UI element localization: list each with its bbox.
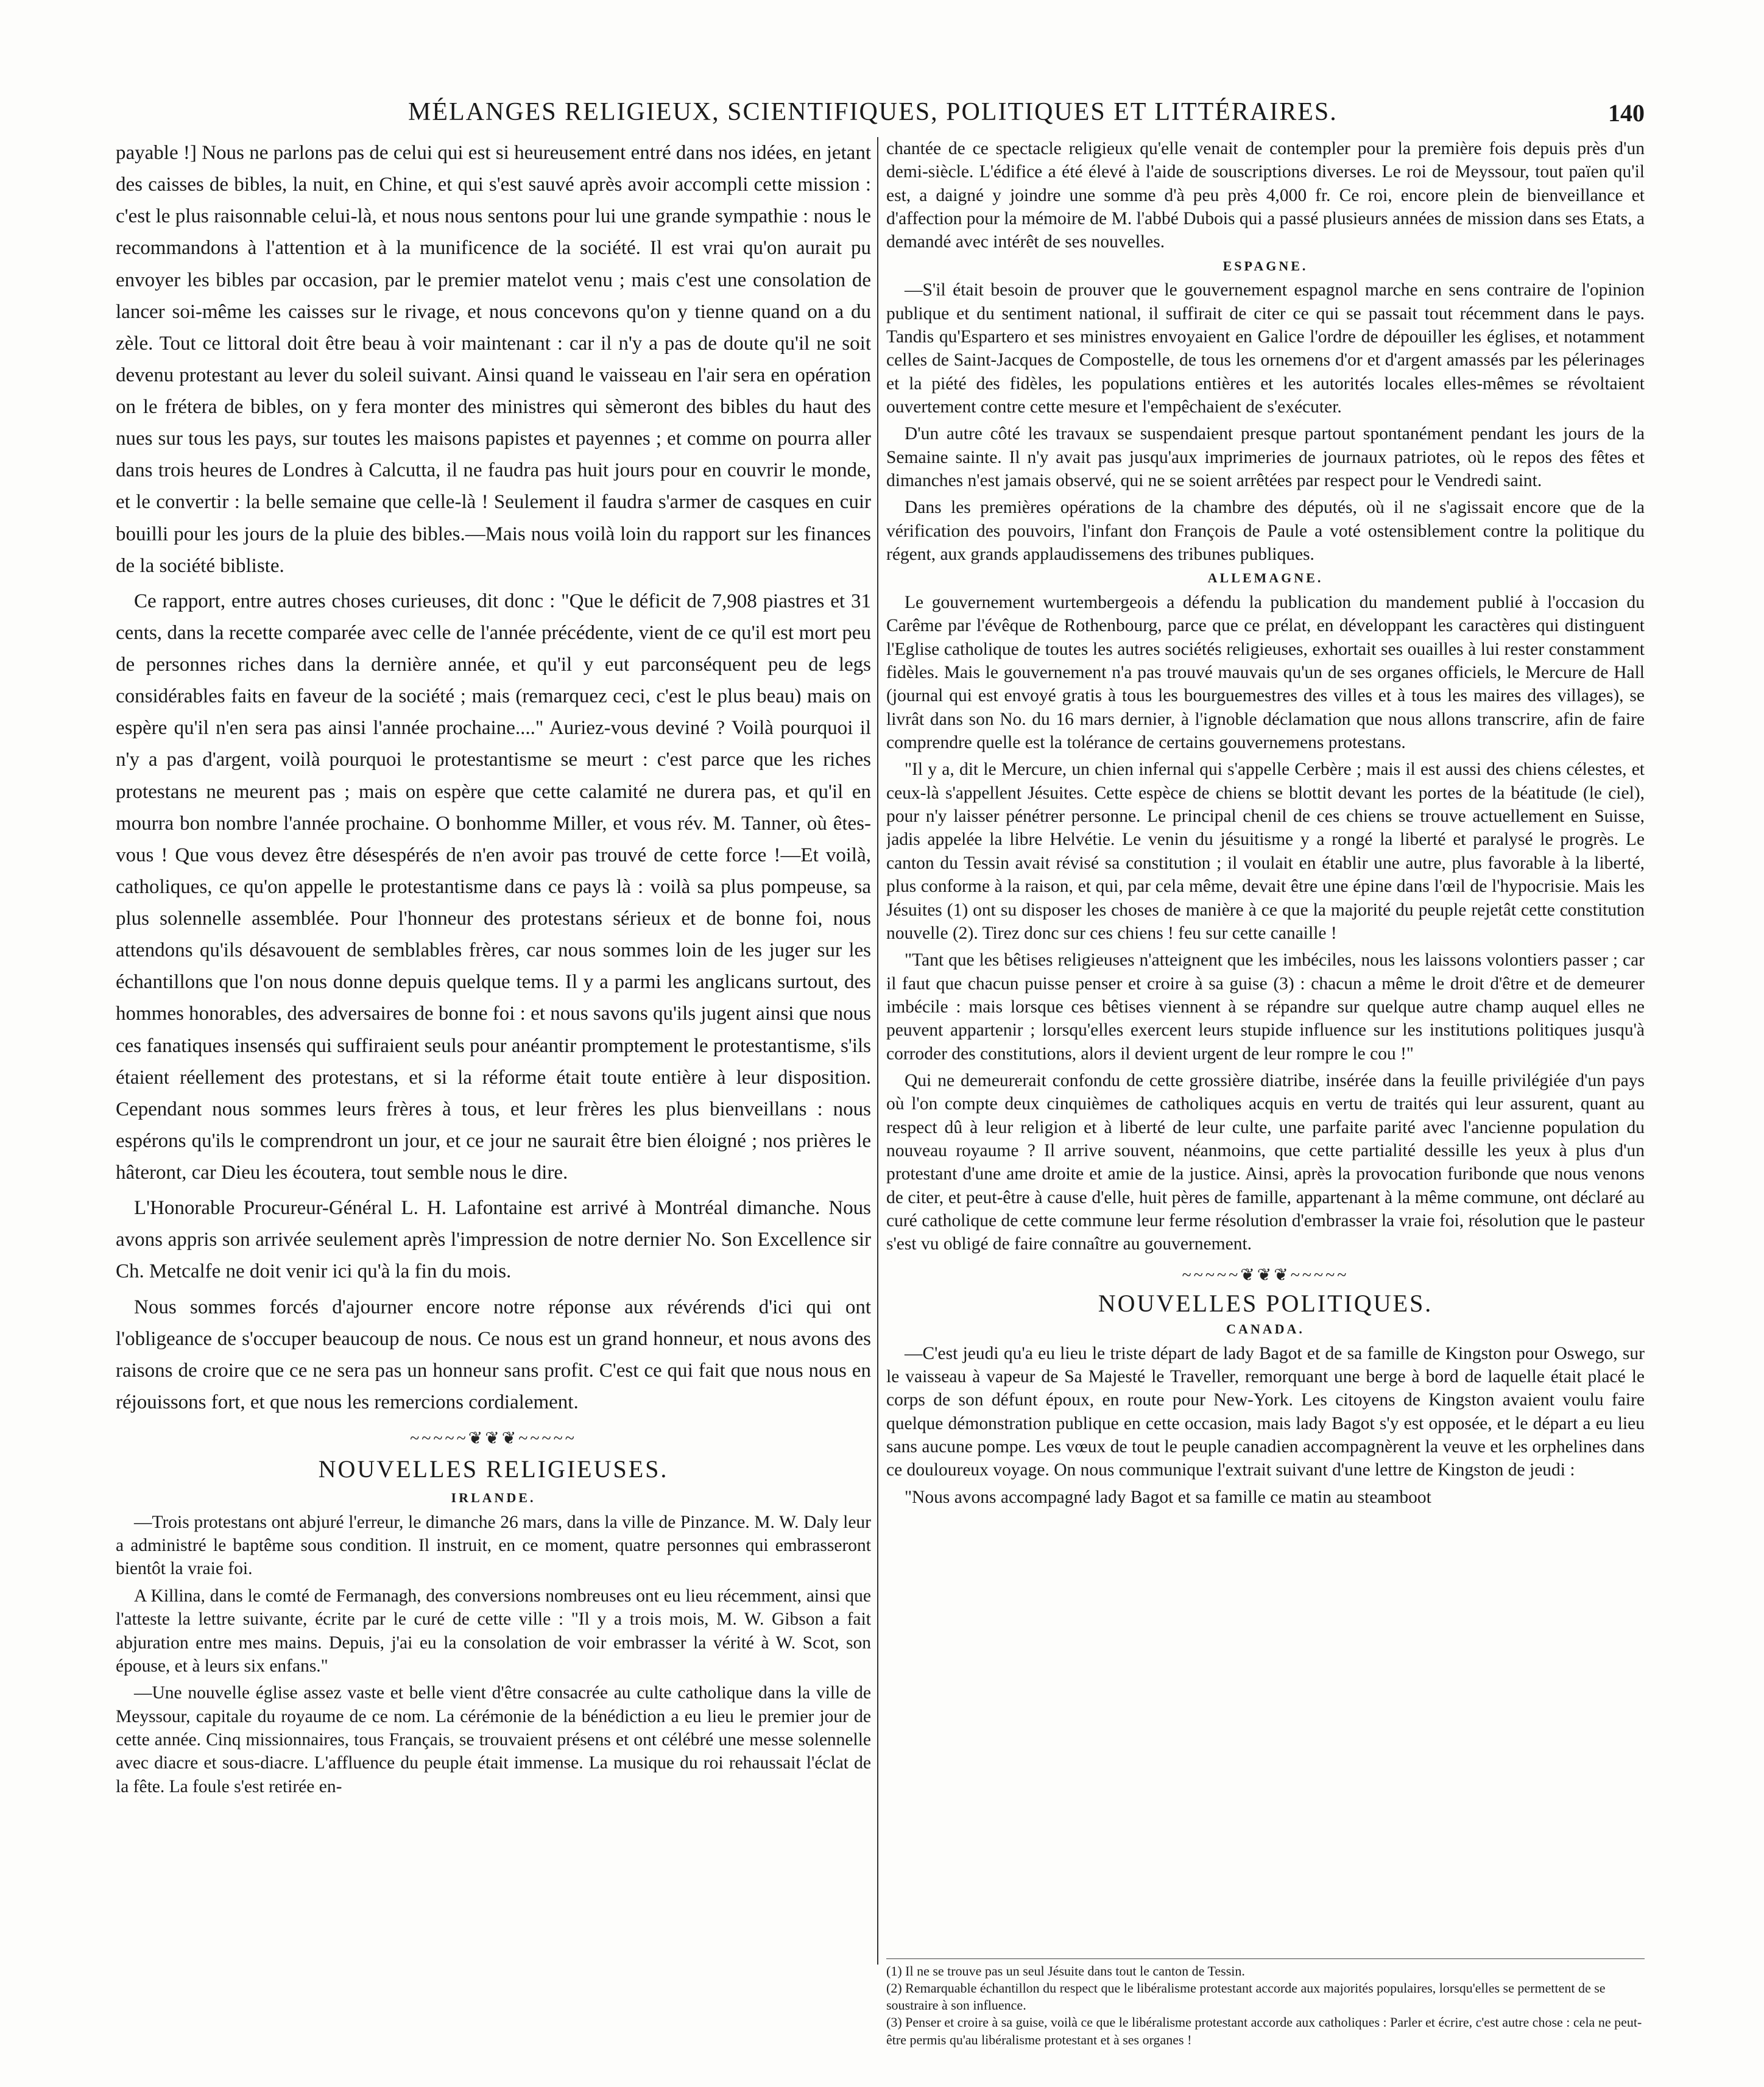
paragraph: —C'est jeudi qu'a eu lieu le triste départ de lady Bagot et de sa famille de Kingston pour Oswego, sur le vaisseau à vapeur de Sa Majesté le Traveller, remorquant une berge à bord de laquelle était placé le corps de son défunt époux, en route pour New-York. Les citoyens de Kingston avaient voulu faire quelque démonstration publique en cette occasion, mais lady Bagot s'y est opposée, et le départ a eu lieu sans aucune pompe. Les vœux de tout le peuple canadien accompagnèrent la veuve et les orphelines dans ce douloureux voyage. On nous communique l'extrait suivant d'une lettre de Kingston de jeudi : (886, 1343, 1645, 1480)
paragraph: chantée de ce spectacle religieux qu'elle venait de contempler pour la première fois depuis près d'un demi-siècle. L'édifice a été élevé à l'aide de souscriptions diverses. Le roi de Meyssour, tout païen qu'il est, a daigné y joindre une somme d'à peu près 4,000 fr. Ce roi, encore plein de bienveillance et d'affection pour la mémoire de M. l'abbé Dubois qui a passé plusieurs années de mission dans ses Etats, a demandé avec intérêt de ses nouvelles. (886, 139, 1645, 252)
paragraph: D'un autre côté les travaux se suspendaient presque partout spontanément pendant les jours de la Semaine sainte. Il n'y avait pas jusqu'aux imprimeries de journaux patriotes, où le repos des fêtes et dimanches n'est jamais observé, qui ne se soient arrêtées par respect pour le Vendredi saint. (886, 424, 1645, 491)
right-column (886, 137, 1645, 1958)
paragraph: L'Honorable Procureur-Général L. H. Lafontaine est arrivé à Montréal dimanche. Nous avons appris son arrivée seulement après l'impression de notre dernier No. Son Excellence sir Ch. Metcalfe ne doit venir ici qu'à la fin du mois. (116, 1197, 871, 1283)
paragraph: Nous sommes forcés d'ajourner encore notre réponse aux révérends d'ici qui ont l'obligeance de s'occuper beaucoup de nous. Ce nous est un grand honneur, et nous avons des raisons de croire que ce ne sera pas un honneur sans profit. C'est ce qui fait que nous nous en réjouissons fort, et que nous les remercions cordialement. (116, 1296, 871, 1413)
paragraph: "Il y a, dit le Mercure, un chien infernal qui s'appelle Cerbère ; mais il est aussi des chiens célestes, et ceux-là s'appellent Jésuites. Cette espèce de chiens se blottit devant les portes de la béatitude (le ciel), pour n'y laisser pénétrer personne. Le principal chenil de ces chiens se trouve actuellement en Suisse, jadis appelée la libre Helvétie. Le venin du jésuitisme y a rongé la liberté et paralysé le progrès. Le canton du Tessin avait révisé sa constitution ; il voulait en établir une autre, plus favorable à la liberté, plus conforme à la raison, et qui, par cela même, devait être une épine dans l'œil de l'hypocrisie. Mais les Jésuites (1) ont su disposer les choses de manière à ce que la majorité du peuple rejetât cette constitution nouvelle (2). Tirez donc sur ces chiens ! feu sur cette canaille ! (886, 760, 1645, 943)
paragraph: —S'il était besoin de prouver que le gouvernement espagnol marche en sens contraire de l'opinion publique et du sentiment national, il suffirait de citer ce qui se passait tout récemment dans le pays. Tandis qu'Espartero et ses ministres envoyaient en Galice l'ordre de dépouiller les églises, et notamment celles de Saint-Jacques de Compostelle, de tous les ornemens d'or et d'argent amassés par les pélerinages et la piété des fidèles, les populations entières et les autorités locales elles-mêmes se révoltaient ouvertement contre cette mesure et l'empêchaient de s'exécuter. (886, 280, 1645, 417)
subhead: ESPAGNE. (1222, 258, 1308, 274)
subhead: ALLEMAGNE. (1207, 570, 1324, 586)
paragraph: "Nous avons accompagné lady Bagot et sa famille ce matin au steamboot (905, 1487, 1431, 1507)
column-divider (877, 137, 878, 1965)
subhead: CANADA. (1226, 1321, 1305, 1337)
paragraph: Le gouvernement wurtembergeois a défendu la publication du mandement publié à l'occasion du Carême par l'évêque de Rothenbourg, parce que ce prélat, en développant les caractères qui distinguent l'Eglise catholique de toutes les autres sociétés religieuses, exhortait ses ouailles à lui rester constamment fidèles. Mais le gouvernement n'a pas trouvé mauvais qu'un de ses organes officiels, le Mercure de Hall (journal qui est envoyé gratis à tous les bourguemestres des villes et à tous les maires des villages), se livrât dans son No. du 16 mars dernier, à l'ignoble déclamation que nous allons transcrire, afin de faire comprendre quelle est la tolérance de certains gouvernemens protestans. (886, 593, 1645, 753)
footnote: (3) Penser et croire à sa guise, voilà ce que le libéralisme protestant accorde aux catholiques : Parler et écrire, c'est autre chose : cela ne peut-être permis qu'au libéralisme protestant et à ses organes ! (886, 2015, 1642, 2047)
paragraph: Qui ne demeurerait confondu de cette grossière diatribe, insérée dans la feuille privilégiée d'un pays où l'on compte deux cinquièmes de catholiques acquis en vertu de traités qui leur assurent, quant au respect dû à leur religion et à liberté de leur culte, une parfaite parité avec l'ancienne population du nouveau royaume ? Il arrive souvent, néanmoins, que cette partialité dessille les yeux à plus d'un protestant d'une ame droite et amie de la justice. Ainsi, après la provocation furibonde que nous venons de citer, et peut-être à cause d'elle, huit pères de famille, appartenant à la même commune, ont déclaré au curé catholique de cette commune leur ferme résolution d'embrasser la vraie foi, résolution que le pasteur s'est vu obligé de faire connaître au gouvernement. (886, 1070, 1645, 1254)
page-header (116, 97, 1645, 134)
paragraph: —Une nouvelle église assez vaste et belle vient d'être consacrée au culte catholique dans la ville de Meyssour, capitale du royaume de ce nom. La cérémonie de la bénédiction a eu lieu le premier jour de cette année. Cinq missionnaires, tous Français, se trouvaient présens et ont célébré une messe solennelle avec diacre et sous-diacre. L'affluence du peuple était immense. La musique du roi rehaussait l'éclat de la fête. La foule s'est retirée en- (116, 1683, 871, 1796)
section-title: NOUVELLES RELIGIEUSES. (318, 1455, 669, 1483)
footnote: (1) Il ne se trouve pas un seul Jésuite dans tout le canton de Tessin. (886, 1963, 1245, 1979)
footnote: (2) Remarquable échantillon du respect que le libéralisme protestant accorde aux majorités populaires, lorsqu'elles se permettent de se soustraire à son influence. (886, 1980, 1606, 2013)
section-ornament: ~~~~~❦❦❦~~~~~ (410, 1429, 577, 1448)
subhead: IRLANDE. (451, 1489, 536, 1505)
section-title: NOUVELLES POLITIQUES. (1098, 1290, 1433, 1318)
page-number: 140 (1608, 99, 1645, 127)
footnotes (886, 1958, 1645, 2049)
running-title: MÉLANGES RELIGIEUX, SCIENTIFIQUES, POLITIQUES ET LITTÉRAIRES. (408, 98, 1338, 126)
section-ornament: ~~~~~❦❦❦~~~~~ (1182, 1265, 1349, 1285)
paragraph: payable !] Nous ne parlons pas de celui qui est si heureusement entré dans nos idées, en jetant des caisses de bibles, la nuit, en Chine, et qui s'est sauvé après avoir accompli cette mission : c'est le plus raisonnable celui-là, et nous nous sentons pour lui une grande sympathie : nous le recommandons à l'attention et à la munificence de la société. Il est vrai qu'on aurait pu envoyer les bibles par occasion, par le premier matelot venu ; mais c'est une consolation de lancer soi-même les caisses sur le rivage, et nous concevons qu'on y tienne quand on a du zèle. Tout ce littoral doit être beau à voir maintenant : car il n'y a pas de doute qu'il ne soit devenu protestant au lever du soleil suivant. Ainsi quand le vaisseau en l'air sera en opération on le frétera de bibles, on y fera monter des ministres qui sèmeront des bibles du haut des nues sur tous les pays, sur toutes les maisons papistes et payennes ; et comme on pourra aller dans trois heures de Londres à Calcutta, il ne faudra pas huit jours pour en couvrir le monde, et le convertir : la belle semaine que celle-là ! Seulement il faudra s'armer de casques en cuir bouilli pour les jours de la pluie des bibles.—Mais nous voilà loin du rapport sur les finances de la société bibliste. (116, 142, 871, 577)
paragraph: —Trois protestans ont abjuré l'erreur, le dimanche 26 mars, dans la ville de Pinzance. M. W. Daly leur a administré le baptême sous condition. Il instruit, en ce moment, quatre personnes qui embrasseront bientôt la vraie foi. (116, 1512, 871, 1579)
paragraph: Dans les premières opérations de la chambre des députés, où il ne s'agissait encore que de la vérification des pouvoirs, l'infant don François de Paule a voté ostensiblement contre la politique du régent, aux grands applaudissemens des tribunes publiques. (886, 498, 1645, 565)
left-column (116, 137, 871, 1971)
paragraph: A Killina, dans le comté de Fermanagh, des conversions nombreuses ont eu lieu récemment, ainsi que l'atteste la lettre suivante, écrite par le curé de cette ville : "Il y a trois mois, M. W. Gibson a fait abjuration entre mes mains. Depuis, j'ai eu la consolation de voir embrasser la vérité à W. Scot, son épouse, et à leurs six enfans." (116, 1586, 871, 1676)
paragraph: "Tant que les bêtises religieuses n'atteignent que les imbéciles, nous les laissons volontiers passer ; car il faut que chacun puisse penser et croire à sa guise (3) : chacun a même le droit d'être et de demeurer imbécile : mais lorsque ces bêtises viennent à se répandre sur quelque autre champ auquel elles ne peuvent appartenir ; lorsqu'elles exercent leurs stupide influence sur les institutions politiques jusqu'à corroder des constitutions, alors il devient urgent de leur rompre le cou !" (886, 950, 1645, 1064)
paragraph: Ce rapport, entre autres choses curieuses, dit donc : "Que le déficit de 7,908 piastres et 31 cents, dans la recette comparée avec celle de l'année précédente, vient de ce qu'il est mort peu de personnes riches dans la dernière année, et qu'il y eut parconséquent peu de legs considérables faits en faveur de la société ; mais (remarquez ceci, c'est le plus beau) mais on espère qu'il n'en sera pas ainsi l'année prochaine...." Auriez-vous deviné ? Voilà pourquoi il n'y a pas d'argent, voilà pourquoi le protestantisme se meurt : c'est parce que les riches protestans ne meurent pas ; mais on espère que cette calamité ne durera pas, et qu'il en mourra bon nombre l'année prochaine. O bonhomme Miller, et vous rév. M. Tanner, où êtes-vous ! Que vous devez être désespérés de n'en avoir pas trouvé de cette force !—Et voilà, catholiques, ce qu'on appelle le protestantisme dans ce pays là : voilà sa plus pompeuse, sa plus solennelle assemblée. Pour l'honneur des protestans sérieux et de bonne foi, nous attendons qu'ils désavouent de semblables frères, car nous sommes loin de les juger sur les échantillons que l'on nous donne depuis quelque tems. Il y a parmi les anglicans surtout, des hommes honorables, des adversaires de bonne foi : et nous savons qu'ils jugent ainsi que nous ces fanatiques insensés qui suffiraient seuls pour anéantir promptement le protestantisme, s'ils étaient réellement des protestans, et si la réforme était toute entière à leur disposition. Cependant nous sommes leurs frères à tous, et leur frères les plus bienveillans : nous espérons qu'ils le comprendront un jour, et ce jour ne saurait être bien éloigné ; nos prières le hâteront, car Dieu les écoutera, tout semble nous le dire. (116, 590, 871, 1184)
